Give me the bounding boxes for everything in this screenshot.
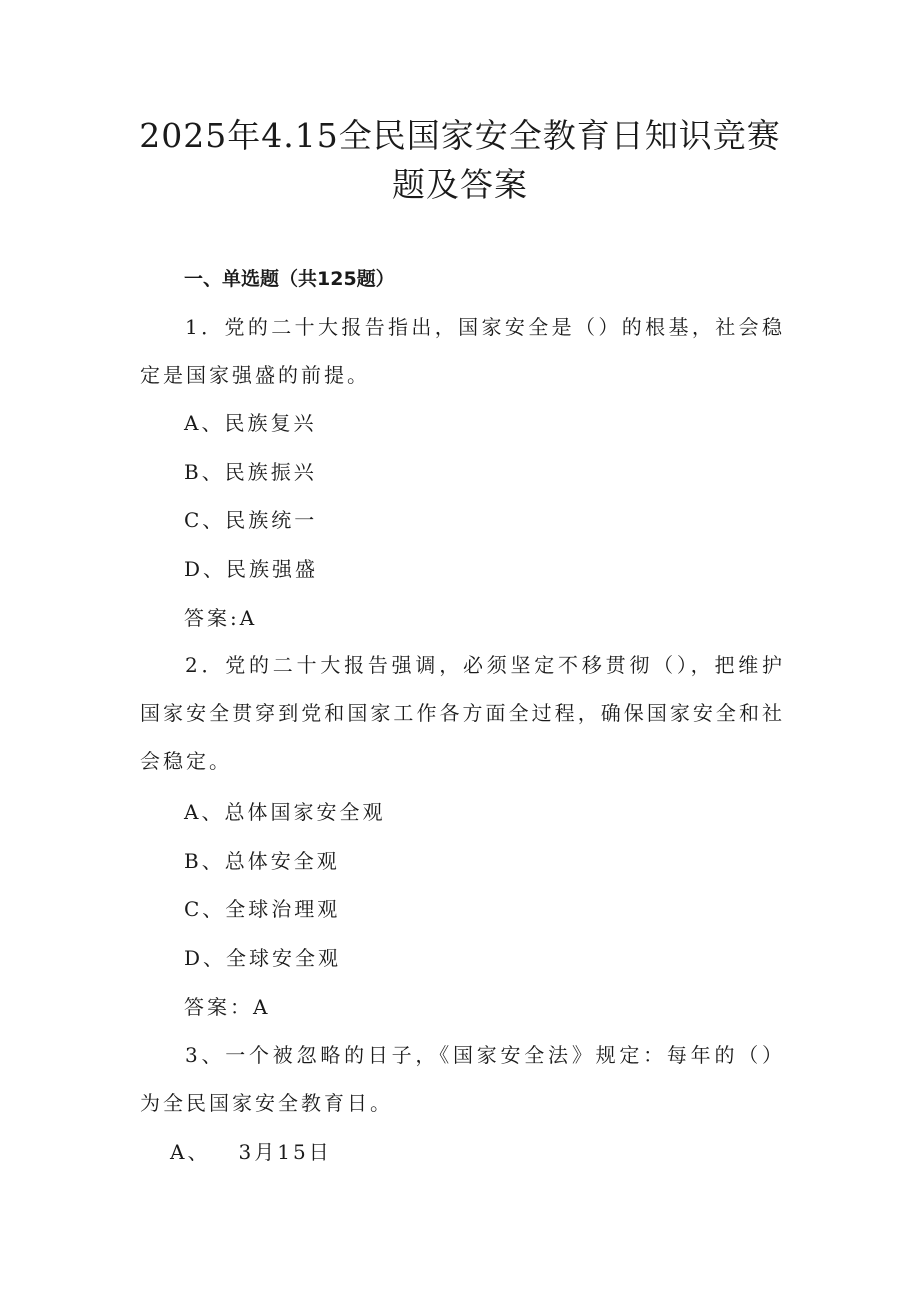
question-2-option-b: B、总体安全观 — [184, 849, 340, 873]
question-1-answer: 答案:A — [184, 606, 258, 630]
question-1-option-c: C、民族统一 — [184, 508, 318, 532]
question-1-option-d: D、民族强盛 — [184, 557, 319, 581]
question-3-stem: 3、一个被忽略的日子，《国家安全法》规定：每年的（）为全民国家安全教育日。 — [140, 1043, 785, 1115]
document-title-line-1: 2025年4.15全民国家安全教育日知识竞赛 — [139, 116, 781, 155]
section-heading: 一、单选题（共125题） — [184, 268, 395, 290]
question-2-option-a: A、总体国家安全观 — [184, 800, 386, 824]
question-2-stem: 2．党的二十大报告强调，必须坚定不移贯彻（），把维护国家安全贯穿到党和国家工作各方面全过程，确保国家安全和社会稳定。 — [140, 653, 785, 773]
question-1-stem: 1．党的二十大报告指出，国家安全是（）的根基，社会稳定是国家强盛的前提。 — [140, 315, 785, 387]
question-2-option-d: D、全球安全观 — [184, 946, 342, 970]
question-2-answer: 答案：A — [184, 995, 271, 1019]
document-title-line-2: 题及答案 — [392, 165, 528, 204]
question-2-option-c: C、全球治理观 — [184, 897, 341, 921]
question-1-option-b: B、民族振兴 — [184, 460, 317, 484]
question-3-option-a: A、 3月15日 — [170, 1140, 332, 1164]
question-1-option-a: A、民族复兴 — [184, 411, 317, 435]
